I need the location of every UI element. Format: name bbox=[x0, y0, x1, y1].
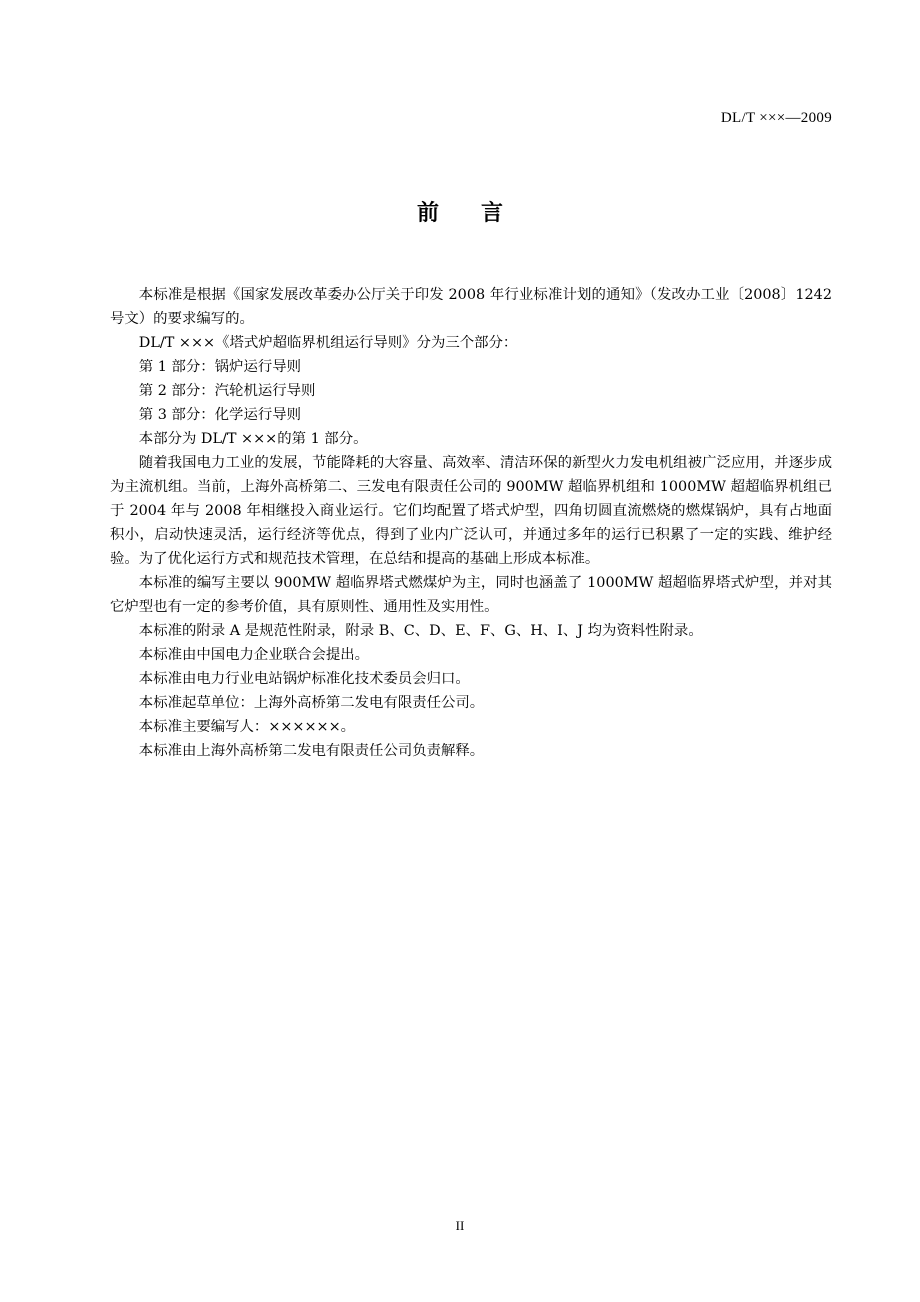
page-title: 前言 bbox=[416, 201, 545, 226]
paragraph-authors: 本标准主要编写人：××××××。 bbox=[138, 719, 356, 735]
paragraph-part-3: 第 3 部分：化学运行导则 bbox=[138, 407, 302, 423]
paragraph-background: 随着我国电力工业的发展，节能降耗的大容量、高效率、清洁环保的新型火力发电机组被广泛应用，并逐步成为主流机组。当前，上海外高桥第二、三发电有限责任公司的 900MW 超临界机组和 1000MW 超超临界机组已于 2004 年与 2008 年相继投入商业运行。它们均配置了塔式炉型，四角切圆直流燃烧的燃煤锅炉，具有占地面积小，启动快速灵活，运行经济等优点，得到了业内广泛认可，并通过多年的运行已积累了一定的实践、维护经验。为了优化运行方式和规范技术管理，在总结和提高的基础上形成本标准。 bbox=[110, 455, 832, 567]
paragraph-proposer: 本标准由中国电力企业联合会提出。 bbox=[138, 647, 370, 663]
paragraph-scope: 本标准的编写主要以 900MW 超临界塔式燃煤炉为主，同时也涵盖了 1000MW 超超临界塔式炉型，并对其它炉型也有一定的参考价值，具有原则性、通用性及实用性。 bbox=[110, 575, 832, 615]
page-number: II bbox=[455, 1218, 465, 1233]
document-code: DL/T ×××—2009 bbox=[720, 110, 832, 126]
paragraph-part-1: 第 1 部分：锅炉运行导则 bbox=[138, 359, 302, 375]
paragraph-committee: 本标准由电力行业电站锅炉标准化技术委员会归口。 bbox=[138, 671, 470, 687]
paragraph-interpretation: 本标准由上海外高桥第二发电有限责任公司负责解释。 bbox=[138, 743, 485, 759]
paragraph-drafter: 本标准起草单位：上海外高桥第二发电有限责任公司。 bbox=[138, 695, 485, 711]
foreword-body bbox=[110, 283, 832, 763]
paragraph-appendix: 本标准的附录 A 是规范性附录，附录 B、C、D、E、F、G、H、I、J 均为资料性附录。 bbox=[138, 623, 703, 639]
paragraph-basis: 本标准是根据《国家发展改革委办公厅关于印发 2008 年行业标准计划的通知》（发改办工业〔2008〕1242 号文）的要求编写的。 bbox=[110, 287, 832, 327]
paragraph-parts-intro: DL/T ×××《塔式炉超临界机组运行导则》分为三个部分： bbox=[138, 335, 518, 351]
paragraph-this-part: 本部分为 DL/T ×××的第 1 部分。 bbox=[138, 431, 368, 447]
paragraph-part-2: 第 2 部分：汽轮机运行导则 bbox=[138, 383, 316, 399]
